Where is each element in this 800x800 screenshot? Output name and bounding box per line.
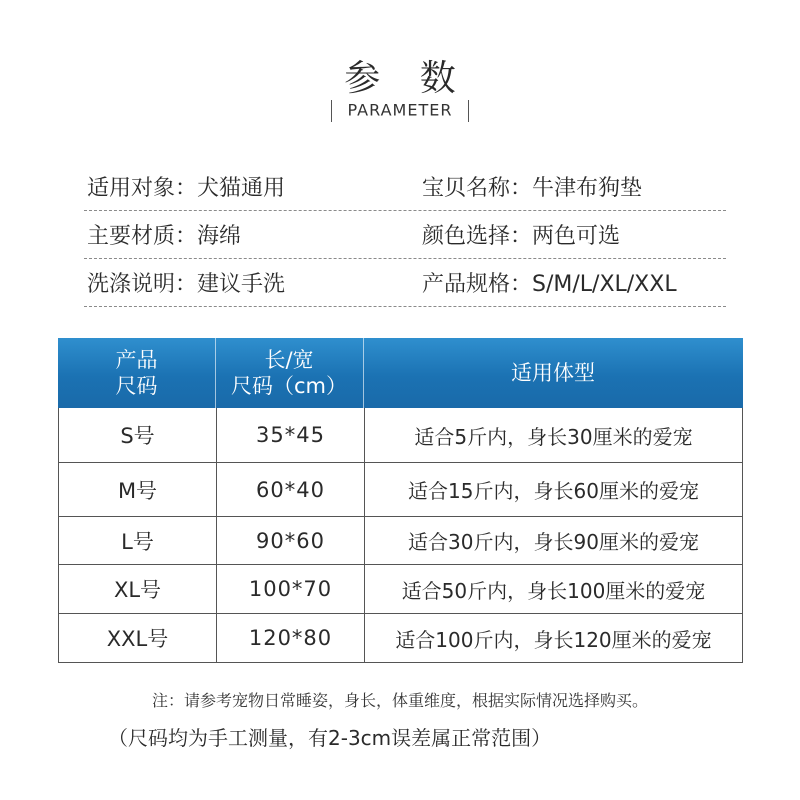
table-row [59, 614, 742, 662]
subtitle-right-divider [468, 100, 469, 122]
cell-fit: 适合15斤内，身长60厘米的爱宠 [364, 463, 742, 516]
cell-fit: 适合5斤内，身长30厘米的爱宠 [364, 408, 742, 462]
table-row [59, 463, 742, 517]
spec-row [84, 211, 726, 259]
cell-fit: 适合100斤内，身长120厘米的爱宠 [364, 614, 742, 662]
cell-fit: 适合50斤内，身长100厘米的爱宠 [364, 565, 742, 613]
header-dimensions-line1: 长/宽 [264, 348, 314, 372]
spec-color-options: 颜色选择：两色可选 [422, 224, 621, 249]
table-row [59, 408, 742, 463]
header-dimensions-line2: 尺码（cm） [230, 374, 347, 398]
cell-dimensions: 35*45 [216, 408, 364, 462]
page-subtitle [0, 100, 800, 122]
cell-size: S号 [120, 424, 155, 448]
cell-dimensions: 60*40 [216, 463, 364, 516]
size-table-body [58, 408, 743, 663]
header-size [58, 338, 215, 408]
header-dimensions [215, 338, 363, 408]
cell-size: XXL号 [106, 627, 169, 651]
size-table [58, 338, 743, 663]
header-size-line2: 尺码 [115, 374, 158, 398]
spec-sizes: 产品规格：S/M/L/XL/XXL [422, 272, 677, 297]
cell-size: XL号 [113, 578, 162, 602]
cell-dimensions: 120*80 [216, 614, 364, 662]
note-selection-advice: 注：请参考宠物日常睡姿，身长，体重维度，根据实际情况选择购买。 [151, 691, 648, 710]
cell-dimensions: 90*60 [216, 517, 364, 564]
spec-washing: 洗涤说明：建议手洗 [87, 272, 286, 297]
cell-dimensions: 100*70 [216, 565, 364, 613]
cell-size: L号 [121, 529, 154, 554]
table-row [59, 517, 742, 565]
page-title: 参 数 [344, 58, 470, 99]
spec-row [84, 259, 726, 307]
subtitle-text: PARAMETER [347, 100, 453, 120]
spec-applicable-pets: 适用对象：犬猫通用 [87, 176, 286, 201]
cell-size: M号 [117, 478, 158, 503]
cell-fit: 适合30斤内，身长90厘米的爱宠 [364, 517, 742, 564]
header-size-line1: 产品 [115, 348, 158, 372]
subtitle-left-divider [331, 100, 332, 122]
table-row [59, 565, 742, 614]
header-fit: 适用体型 [511, 361, 595, 385]
spec-product-name: 宝贝名称：牛津布狗垫 [422, 176, 643, 201]
spec-material: 主要材质：海绵 [87, 224, 242, 249]
size-table-header [58, 338, 743, 408]
spec-row [84, 163, 726, 211]
note-measurement-error: （尺码均为手工测量，有2-3cm误差属正常范围） [108, 726, 552, 750]
